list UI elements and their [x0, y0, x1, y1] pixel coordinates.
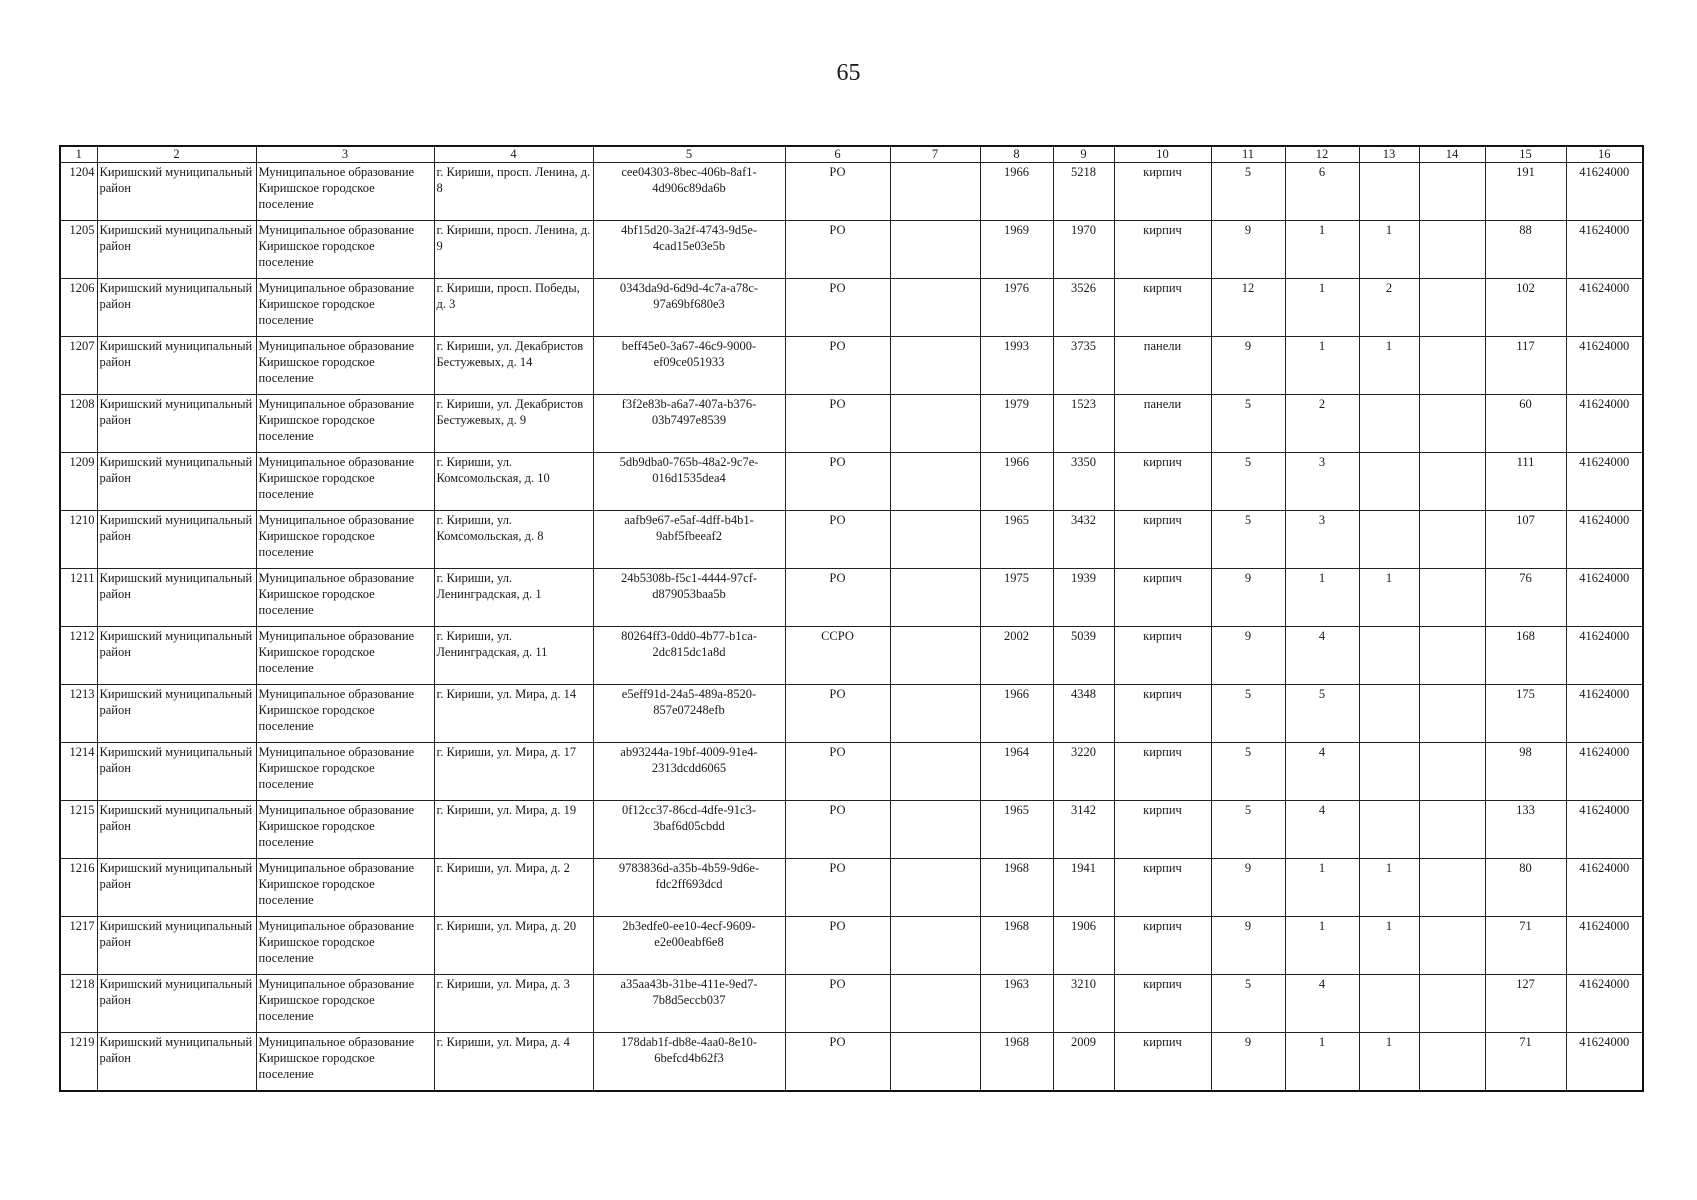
row-number: 1205: [60, 221, 97, 279]
material-cell: кирпич: [1114, 801, 1211, 859]
col7-cell: [890, 337, 980, 395]
address-cell: г. Кириши, ул. Мира, д. 3: [434, 975, 593, 1033]
guid-cell: 0343da9d-6d9d-4c7a-a78c-97a69bf680e3: [593, 279, 785, 337]
district-cell: Киришский муниципальный район: [97, 917, 256, 975]
address-cell: г. Кириши, ул. Ленинградская, д. 11: [434, 627, 593, 685]
address-cell: г. Кириши, ул. Ленинградская, д. 1: [434, 569, 593, 627]
entrances-cell: 1: [1285, 859, 1359, 917]
column-header-7: 7: [890, 146, 980, 163]
material-cell: кирпич: [1114, 511, 1211, 569]
entrances-cell: 1: [1285, 569, 1359, 627]
entrances-cell: 3: [1285, 453, 1359, 511]
entrances-cell: 4: [1285, 627, 1359, 685]
material-cell: панели: [1114, 395, 1211, 453]
elevators-cell: 1: [1359, 337, 1419, 395]
col7-cell: [890, 975, 980, 1033]
district-cell: Киришский муниципальный район: [97, 395, 256, 453]
row-number: 1208: [60, 395, 97, 453]
oktmo-cell: 41624000: [1566, 511, 1643, 569]
area-cell: 1906: [1053, 917, 1114, 975]
oktmo-cell: 41624000: [1566, 1033, 1643, 1091]
material-cell: кирпич: [1114, 743, 1211, 801]
type-cell: РО: [785, 279, 890, 337]
column-header-12: 12: [1285, 146, 1359, 163]
table-row: [60, 627, 1643, 685]
area-cell: 2009: [1053, 1033, 1114, 1091]
col14-cell: [1419, 801, 1485, 859]
type-cell: РО: [785, 511, 890, 569]
elevators-cell: [1359, 453, 1419, 511]
entrances-cell: 4: [1285, 743, 1359, 801]
material-cell: кирпич: [1114, 627, 1211, 685]
oktmo-cell: 41624000: [1566, 685, 1643, 743]
material-cell: кирпич: [1114, 569, 1211, 627]
col14-cell: [1419, 859, 1485, 917]
type-cell: РО: [785, 859, 890, 917]
row-number: 1211: [60, 569, 97, 627]
floors-cell: 9: [1211, 627, 1285, 685]
municipality-cell: Муниципальное образование Киришское городское поселение: [256, 337, 434, 395]
district-cell: Киришский муниципальный район: [97, 685, 256, 743]
year-cell: 1968: [980, 1033, 1053, 1091]
floors-cell: 9: [1211, 917, 1285, 975]
district-cell: Киришский муниципальный район: [97, 627, 256, 685]
area-cell: 3735: [1053, 337, 1114, 395]
row-number: 1218: [60, 975, 97, 1033]
table-row: [60, 859, 1643, 917]
col14-cell: [1419, 917, 1485, 975]
guid-cell: 9783836d-a35b-4b59-9d6e-fdc2ff693dcd: [593, 859, 785, 917]
municipality-cell: Муниципальное образование Киришское городское поселение: [256, 279, 434, 337]
municipality-cell: Муниципальное образование Киришское городское поселение: [256, 859, 434, 917]
col14-cell: [1419, 279, 1485, 337]
row-number: 1207: [60, 337, 97, 395]
area-cell: 3432: [1053, 511, 1114, 569]
floors-cell: 9: [1211, 569, 1285, 627]
area-cell: 1523: [1053, 395, 1114, 453]
address-cell: г. Кириши, ул. Мира, д. 14: [434, 685, 593, 743]
oktmo-cell: 41624000: [1566, 163, 1643, 221]
area-cell: 1941: [1053, 859, 1114, 917]
floors-cell: 5: [1211, 511, 1285, 569]
elevators-cell: [1359, 801, 1419, 859]
residents-cell: 111: [1485, 453, 1566, 511]
address-cell: г. Кириши, ул. Мира, д. 2: [434, 859, 593, 917]
municipality-cell: Муниципальное образование Киришское городское поселение: [256, 453, 434, 511]
guid-cell: beff45e0-3a67-46c9-9000-ef09ce051933: [593, 337, 785, 395]
year-cell: 1966: [980, 453, 1053, 511]
entrances-cell: 1: [1285, 917, 1359, 975]
type-cell: РО: [785, 1033, 890, 1091]
entrances-cell: 5: [1285, 685, 1359, 743]
elevators-cell: [1359, 511, 1419, 569]
elevators-cell: [1359, 685, 1419, 743]
year-cell: 1969: [980, 221, 1053, 279]
guid-cell: 2b3edfe0-ee10-4ecf-9609-e2e00eabf6e8: [593, 917, 785, 975]
table-row: [60, 1033, 1643, 1091]
col7-cell: [890, 743, 980, 801]
municipality-cell: Муниципальное образование Киришское городское поселение: [256, 221, 434, 279]
address-cell: г. Кириши, просп. Ленина, д. 8: [434, 163, 593, 221]
type-cell: РО: [785, 685, 890, 743]
material-cell: кирпич: [1114, 1033, 1211, 1091]
table-row: [60, 453, 1643, 511]
floors-cell: 5: [1211, 163, 1285, 221]
year-cell: 1963: [980, 975, 1053, 1033]
oktmo-cell: 41624000: [1566, 395, 1643, 453]
col14-cell: [1419, 685, 1485, 743]
housing-registry-table: [59, 145, 1644, 1092]
district-cell: Киришский муниципальный район: [97, 453, 256, 511]
elevators-cell: 1: [1359, 569, 1419, 627]
area-cell: 4348: [1053, 685, 1114, 743]
col14-cell: [1419, 569, 1485, 627]
residents-cell: 76: [1485, 569, 1566, 627]
material-cell: панели: [1114, 337, 1211, 395]
column-header-16: 16: [1566, 146, 1643, 163]
floors-cell: 9: [1211, 1033, 1285, 1091]
guid-cell: a35aa43b-31be-411e-9ed7-7b8d5eccb037: [593, 975, 785, 1033]
oktmo-cell: 41624000: [1566, 279, 1643, 337]
column-header-14: 14: [1419, 146, 1485, 163]
area-cell: 3350: [1053, 453, 1114, 511]
municipality-cell: Муниципальное образование Киришское городское поселение: [256, 917, 434, 975]
column-header-13: 13: [1359, 146, 1419, 163]
district-cell: Киришский муниципальный район: [97, 801, 256, 859]
oktmo-cell: 41624000: [1566, 221, 1643, 279]
address-cell: г. Кириши, просп. Ленина, д. 9: [434, 221, 593, 279]
row-number: 1215: [60, 801, 97, 859]
residents-cell: 117: [1485, 337, 1566, 395]
row-number: 1210: [60, 511, 97, 569]
entrances-cell: 1: [1285, 337, 1359, 395]
col7-cell: [890, 163, 980, 221]
district-cell: Киришский муниципальный район: [97, 1033, 256, 1091]
table-row: [60, 163, 1643, 221]
area-cell: 1970: [1053, 221, 1114, 279]
address-cell: г. Кириши, ул. Мира, д. 19: [434, 801, 593, 859]
municipality-cell: Муниципальное образование Киришское городское поселение: [256, 569, 434, 627]
row-number: 1213: [60, 685, 97, 743]
column-header-3: 3: [256, 146, 434, 163]
area-cell: 5218: [1053, 163, 1114, 221]
residents-cell: 107: [1485, 511, 1566, 569]
residents-cell: 60: [1485, 395, 1566, 453]
municipality-cell: Муниципальное образование Киришское городское поселение: [256, 685, 434, 743]
residents-cell: 127: [1485, 975, 1566, 1033]
floors-cell: 9: [1211, 221, 1285, 279]
district-cell: Киришский муниципальный район: [97, 163, 256, 221]
year-cell: 1968: [980, 917, 1053, 975]
elevators-cell: 1: [1359, 917, 1419, 975]
floors-cell: 5: [1211, 453, 1285, 511]
year-cell: 1975: [980, 569, 1053, 627]
col14-cell: [1419, 975, 1485, 1033]
type-cell: ССРО: [785, 627, 890, 685]
district-cell: Киришский муниципальный район: [97, 337, 256, 395]
address-cell: г. Кириши, ул. Мира, д. 4: [434, 1033, 593, 1091]
oktmo-cell: 41624000: [1566, 337, 1643, 395]
table-row: [60, 279, 1643, 337]
year-cell: 1965: [980, 801, 1053, 859]
year-cell: 2002: [980, 627, 1053, 685]
type-cell: РО: [785, 917, 890, 975]
row-number: 1206: [60, 279, 97, 337]
address-cell: г. Кириши, ул. Комсомольская, д. 8: [434, 511, 593, 569]
elevators-cell: 1: [1359, 221, 1419, 279]
residents-cell: 98: [1485, 743, 1566, 801]
year-cell: 1993: [980, 337, 1053, 395]
entrances-cell: 3: [1285, 511, 1359, 569]
material-cell: кирпич: [1114, 685, 1211, 743]
type-cell: РО: [785, 395, 890, 453]
elevators-cell: 2: [1359, 279, 1419, 337]
table-row: [60, 395, 1643, 453]
guid-cell: 80264ff3-0dd0-4b77-b1ca-2dc815dc1a8d: [593, 627, 785, 685]
guid-cell: f3f2e83b-a6a7-407a-b376-03b7497e8539: [593, 395, 785, 453]
year-cell: 1968: [980, 859, 1053, 917]
area-cell: 3142: [1053, 801, 1114, 859]
table-row: [60, 685, 1643, 743]
municipality-cell: Муниципальное образование Киришское городское поселение: [256, 163, 434, 221]
residents-cell: 102: [1485, 279, 1566, 337]
row-number: 1209: [60, 453, 97, 511]
oktmo-cell: 41624000: [1566, 859, 1643, 917]
guid-cell: aafb9e67-e5af-4dff-b4b1-9abf5fbeeaf2: [593, 511, 785, 569]
year-cell: 1966: [980, 163, 1053, 221]
elevators-cell: [1359, 627, 1419, 685]
district-cell: Киришский муниципальный район: [97, 569, 256, 627]
floors-cell: 12: [1211, 279, 1285, 337]
residents-cell: 191: [1485, 163, 1566, 221]
oktmo-cell: 41624000: [1566, 801, 1643, 859]
entrances-cell: 1: [1285, 1033, 1359, 1091]
municipality-cell: Муниципальное образование Киришское городское поселение: [256, 975, 434, 1033]
year-cell: 1964: [980, 743, 1053, 801]
guid-cell: e5eff91d-24a5-489a-8520-857e07248efb: [593, 685, 785, 743]
address-cell: г. Кириши, ул. Декабристов Бестужевых, д. 14: [434, 337, 593, 395]
type-cell: РО: [785, 801, 890, 859]
col14-cell: [1419, 163, 1485, 221]
year-cell: 1965: [980, 511, 1053, 569]
district-cell: Киришский муниципальный район: [97, 975, 256, 1033]
oktmo-cell: 41624000: [1566, 975, 1643, 1033]
column-header-10: 10: [1114, 146, 1211, 163]
column-header-15: 15: [1485, 146, 1566, 163]
guid-cell: 0f12cc37-86cd-4dfe-91c3-3baf6d05cbdd: [593, 801, 785, 859]
municipality-cell: Муниципальное образование Киришское городское поселение: [256, 1033, 434, 1091]
guid-cell: 24b5308b-f5c1-4444-97cf-d879053baa5b: [593, 569, 785, 627]
col7-cell: [890, 627, 980, 685]
year-cell: 1976: [980, 279, 1053, 337]
address-cell: г. Кириши, ул. Комсомольская, д. 10: [434, 453, 593, 511]
residents-cell: 133: [1485, 801, 1566, 859]
col14-cell: [1419, 395, 1485, 453]
col7-cell: [890, 801, 980, 859]
table-row: [60, 337, 1643, 395]
col14-cell: [1419, 1033, 1485, 1091]
col7-cell: [890, 453, 980, 511]
floors-cell: 5: [1211, 743, 1285, 801]
col7-cell: [890, 1033, 980, 1091]
elevators-cell: 1: [1359, 1033, 1419, 1091]
entrances-cell: 1: [1285, 279, 1359, 337]
residents-cell: 88: [1485, 221, 1566, 279]
residents-cell: 71: [1485, 917, 1566, 975]
area-cell: 5039: [1053, 627, 1114, 685]
area-cell: 3220: [1053, 743, 1114, 801]
municipality-cell: Муниципальное образование Киришское городское поселение: [256, 395, 434, 453]
col7-cell: [890, 859, 980, 917]
guid-cell: 5db9dba0-765b-48a2-9c7e-016d1535dea4: [593, 453, 785, 511]
oktmo-cell: 41624000: [1566, 453, 1643, 511]
column-header-9: 9: [1053, 146, 1114, 163]
guid-cell: ab93244a-19bf-4009-91e4-2313dcdd6065: [593, 743, 785, 801]
entrances-cell: 4: [1285, 801, 1359, 859]
entrances-cell: 4: [1285, 975, 1359, 1033]
floors-cell: 9: [1211, 859, 1285, 917]
col7-cell: [890, 685, 980, 743]
col7-cell: [890, 279, 980, 337]
entrances-cell: 2: [1285, 395, 1359, 453]
row-number: 1217: [60, 917, 97, 975]
elevators-cell: [1359, 163, 1419, 221]
col7-cell: [890, 221, 980, 279]
floors-cell: 5: [1211, 395, 1285, 453]
table-body: [60, 163, 1643, 1091]
elevators-cell: [1359, 975, 1419, 1033]
col14-cell: [1419, 627, 1485, 685]
type-cell: РО: [785, 569, 890, 627]
residents-cell: 175: [1485, 685, 1566, 743]
material-cell: кирпич: [1114, 917, 1211, 975]
entrances-cell: 1: [1285, 221, 1359, 279]
municipality-cell: Муниципальное образование Киришское городское поселение: [256, 743, 434, 801]
elevators-cell: [1359, 743, 1419, 801]
type-cell: РО: [785, 221, 890, 279]
year-cell: 1979: [980, 395, 1053, 453]
col7-cell: [890, 395, 980, 453]
material-cell: кирпич: [1114, 975, 1211, 1033]
column-header-2: 2: [97, 146, 256, 163]
address-cell: г. Кириши, ул. Мира, д. 17: [434, 743, 593, 801]
district-cell: Киришский муниципальный район: [97, 511, 256, 569]
col14-cell: [1419, 337, 1485, 395]
area-cell: 1939: [1053, 569, 1114, 627]
column-header-4: 4: [434, 146, 593, 163]
floors-cell: 5: [1211, 801, 1285, 859]
elevators-cell: 1: [1359, 859, 1419, 917]
type-cell: РО: [785, 453, 890, 511]
oktmo-cell: 41624000: [1566, 743, 1643, 801]
col14-cell: [1419, 453, 1485, 511]
column-header-6: 6: [785, 146, 890, 163]
area-cell: 3210: [1053, 975, 1114, 1033]
type-cell: РО: [785, 337, 890, 395]
col14-cell: [1419, 743, 1485, 801]
elevators-cell: [1359, 395, 1419, 453]
row-number: 1214: [60, 743, 97, 801]
type-cell: РО: [785, 743, 890, 801]
address-cell: г. Кириши, просп. Победы, д. 3: [434, 279, 593, 337]
material-cell: кирпич: [1114, 859, 1211, 917]
guid-cell: cee04303-8bec-406b-8af1-4d906c89da6b: [593, 163, 785, 221]
municipality-cell: Муниципальное образование Киришское городское поселение: [256, 801, 434, 859]
col7-cell: [890, 917, 980, 975]
type-cell: РО: [785, 975, 890, 1033]
district-cell: Киришский муниципальный район: [97, 743, 256, 801]
col7-cell: [890, 511, 980, 569]
table-row: [60, 917, 1643, 975]
guid-cell: 178dab1f-db8e-4aa0-8e10-6befcd4b62f3: [593, 1033, 785, 1091]
residents-cell: 168: [1485, 627, 1566, 685]
col7-cell: [890, 569, 980, 627]
residents-cell: 71: [1485, 1033, 1566, 1091]
residents-cell: 80: [1485, 859, 1566, 917]
col14-cell: [1419, 221, 1485, 279]
oktmo-cell: 41624000: [1566, 917, 1643, 975]
material-cell: кирпич: [1114, 221, 1211, 279]
table-row: [60, 511, 1643, 569]
guid-cell: 4bf15d20-3a2f-4743-9d5e-4cad15e03e5b: [593, 221, 785, 279]
district-cell: Киришский муниципальный район: [97, 221, 256, 279]
oktmo-cell: 41624000: [1566, 627, 1643, 685]
row-number: 1219: [60, 1033, 97, 1091]
entrances-cell: 6: [1285, 163, 1359, 221]
municipality-cell: Муниципальное образование Киришское городское поселение: [256, 511, 434, 569]
table-row: [60, 975, 1643, 1033]
material-cell: кирпич: [1114, 279, 1211, 337]
column-header-11: 11: [1211, 146, 1285, 163]
floors-cell: 5: [1211, 975, 1285, 1033]
type-cell: РО: [785, 163, 890, 221]
page-number: 65: [836, 60, 861, 86]
year-cell: 1966: [980, 685, 1053, 743]
table-row: [60, 743, 1643, 801]
floors-cell: 5: [1211, 685, 1285, 743]
column-number-row: [60, 146, 1643, 163]
district-cell: Киришский муниципальный район: [97, 279, 256, 337]
address-cell: г. Кириши, ул. Декабристов Бестужевых, д. 9: [434, 395, 593, 453]
floors-cell: 9: [1211, 337, 1285, 395]
row-number: 1212: [60, 627, 97, 685]
row-number: 1204: [60, 163, 97, 221]
address-cell: г. Кириши, ул. Мира, д. 20: [434, 917, 593, 975]
column-header-5: 5: [593, 146, 785, 163]
table-row: [60, 801, 1643, 859]
material-cell: кирпич: [1114, 163, 1211, 221]
column-header-8: 8: [980, 146, 1053, 163]
material-cell: кирпич: [1114, 453, 1211, 511]
area-cell: 3526: [1053, 279, 1114, 337]
row-number: 1216: [60, 859, 97, 917]
col14-cell: [1419, 511, 1485, 569]
table-row: [60, 569, 1643, 627]
municipality-cell: Муниципальное образование Киришское городское поселение: [256, 627, 434, 685]
oktmo-cell: 41624000: [1566, 569, 1643, 627]
district-cell: Киришский муниципальный район: [97, 859, 256, 917]
table-row: [60, 221, 1643, 279]
column-header-1: 1: [60, 146, 97, 163]
